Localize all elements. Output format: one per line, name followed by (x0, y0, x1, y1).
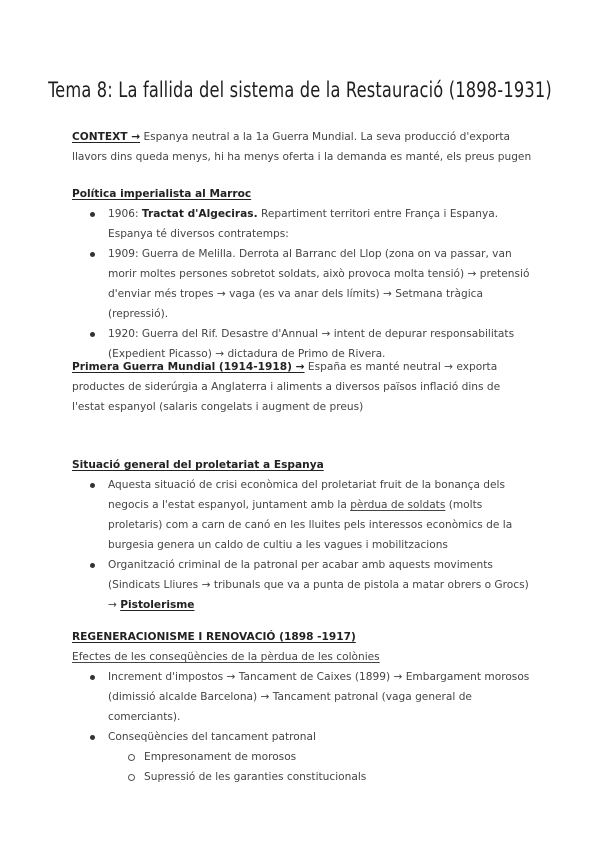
regen-subheading: Efectes de les conseqüències de la pèrdua de les colònies (72, 651, 380, 663)
list-item: Increment d'impostos → Tancament de Caixes (1899) → Embargament morosos (dimissió alcalde Barcelona) → Tancament patronal (vaga general de comerciants). (72, 667, 532, 727)
list-item-text: Repartiment territori entre França i Espanya. Espanya té diversos contratemps: (108, 208, 499, 240)
proletariat-heading: Situació general del proletariat a Espanya (72, 459, 324, 471)
list-item: Conseqüències del tancament patronal (72, 727, 532, 747)
wwi-label: Primera Guerra Mundial (1914-1918) → (72, 361, 305, 373)
imperialism-list (72, 204, 532, 364)
proletariat-list (72, 475, 532, 615)
wwi-paragraph (72, 357, 532, 417)
list-item-text: (molts proletaris) com a carn de canó en les lluites pels interessos econòmics de la burgesia genera un caldo de cultiu a les vagues i mobilitzacions (108, 499, 513, 551)
sub-list-item: Supressió de les garanties constitucionals (72, 767, 532, 787)
bold-term: Pistolerisme (120, 599, 195, 611)
imperialism-section (72, 184, 532, 364)
proletariat-section (72, 455, 532, 615)
context-text: Espanya neutral a la 1a Guerra Mundial. La seva producció d'exporta llavors dins queda menys, hi ha menys oferta i la demanda es manté, els preus pugen (72, 131, 532, 163)
context-label: CONTEXT → (72, 131, 141, 143)
list-item-lead: 1906: (108, 208, 142, 220)
context-paragraph (72, 127, 532, 167)
underlined-term: pèrdua de soldats (350, 499, 446, 511)
list-item-bold: Tractat d'Algeciras. (141, 208, 258, 220)
regen-list (72, 667, 532, 787)
imperialism-heading: Política imperialista al Marroc (72, 188, 252, 200)
list-item (72, 555, 532, 615)
sub-list-item: Empresonament de morosos (72, 747, 532, 767)
list-item-text: Aquesta situació de crisi econòmica del proletariat fruit de la bonança dels negocis a l'estat espanyol, juntament amb la (108, 479, 506, 511)
regen-section (72, 627, 532, 787)
wwi-text: España es manté neutral → exporta productes de siderúrgia a Anglaterra i aliments a diversos països inflació dins de l'estat espanyol (salaris congelats i augment de preus) (72, 361, 501, 413)
list-item-text: 1909: Guerra de Melilla. Derrota al Barranc del Llop (zona on va passar, van morir moltes persones sobretot soldats, això provoca molta tensió) → pretensió d'enviar més tropes → vaga (es va anar dels límits) → Setmana tràgica (repressió). (108, 248, 530, 320)
list-item (72, 475, 532, 555)
regen-heading: REGENERACIONISME I RENOVACIÓ (1898 -1917) (72, 631, 356, 643)
list-item (72, 204, 532, 244)
list-item-text: 1920: Guerra del Rif. Desastre d'Annual → intent de depurar responsabilitats (Expedient Picasso) → dictadura de Primo de Rivera. (108, 328, 515, 360)
list-item-text: Organització criminal de la patronal per acabar amb aquests moviments (Sindicats Lliures → tribunals que va a punta de pistola a matar obrers o Grocs) → (108, 559, 529, 611)
page-title: Tema 8: La fallida del sistema de la Restauració (1898-1931) (48, 78, 552, 102)
list-item (72, 244, 532, 324)
